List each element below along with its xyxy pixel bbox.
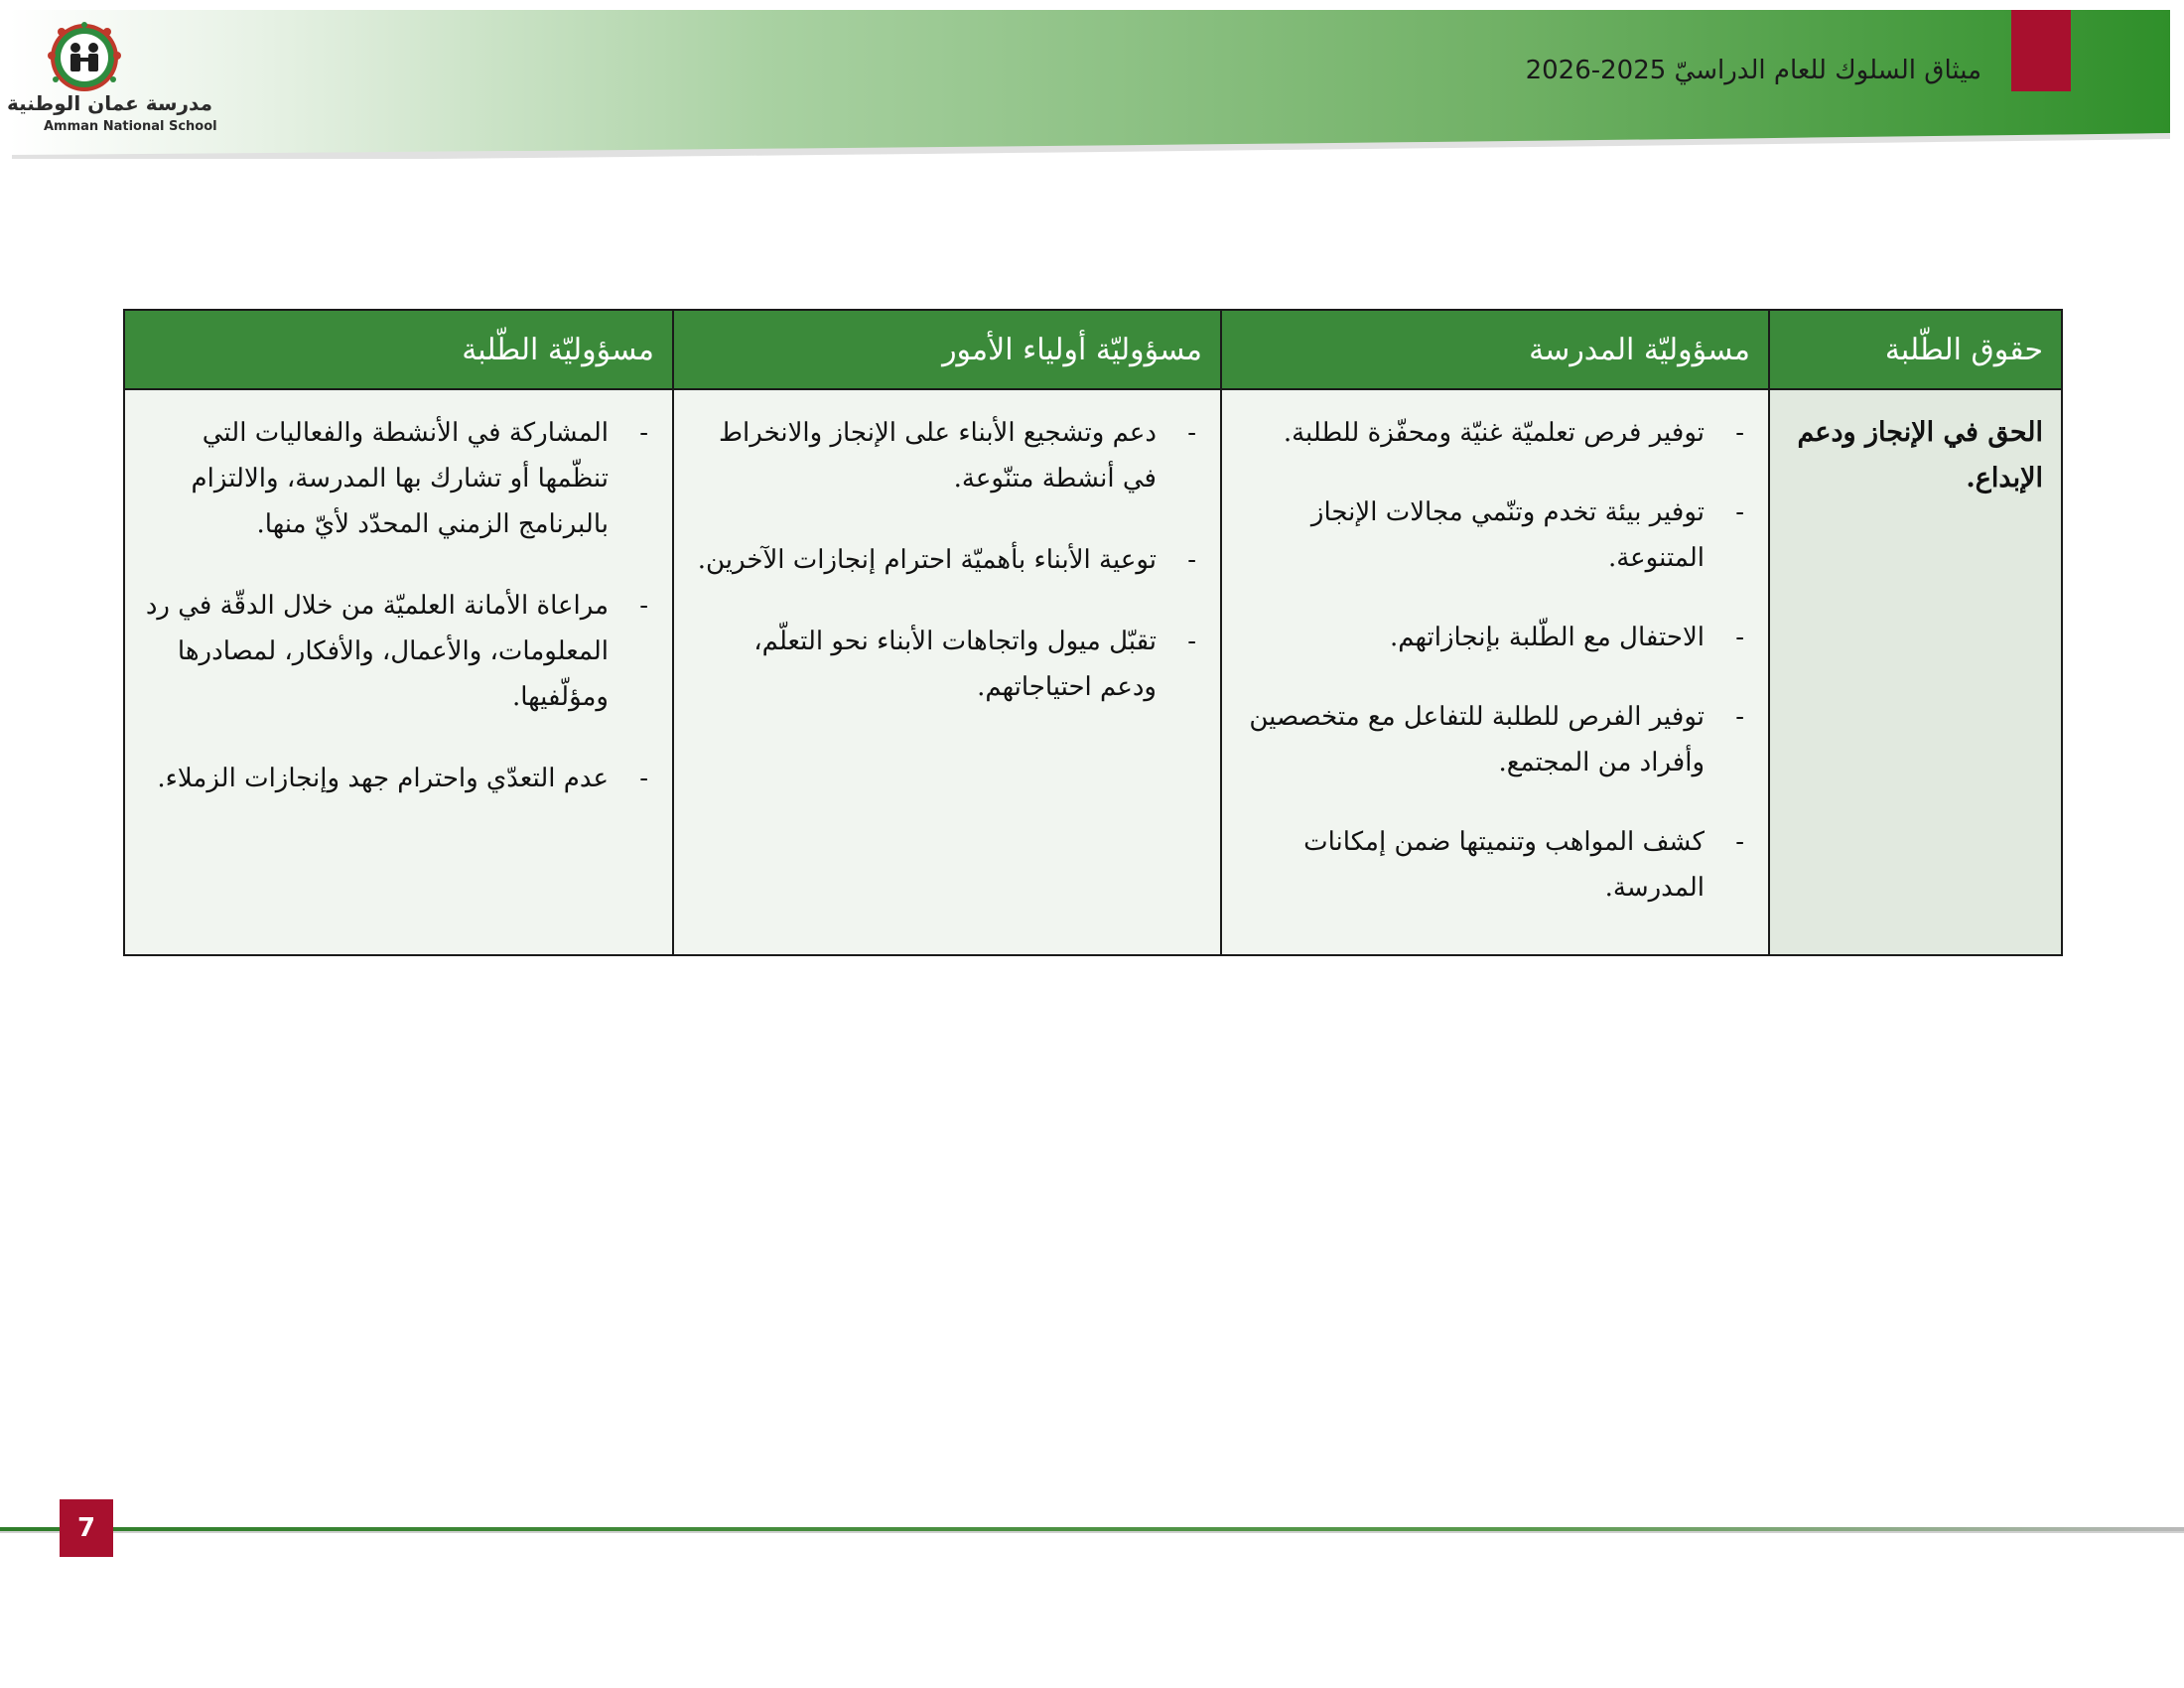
school-responsibility-cell [1221,389,1769,955]
footer-divider [0,1527,2184,1533]
school-emblem-icon [44,22,125,95]
header-student-rights: حقوق الطّلبة [1769,310,2062,389]
logo-name-arabic: مدرسة عمان الوطنية [6,91,212,115]
school-logo [6,22,217,141]
parents-responsibility-list [692,410,1202,710]
list-item: - عدم التعدّي واحترام جهد وإنجازات الزملاء. [143,756,654,801]
list-item: - دعم وتشجيع الأبناء على الإنجاز والانخراط في أنشطة متنّوعة. [692,410,1202,501]
header-parents-responsibility: مسؤوليّة أولياء الأمور [673,310,1221,389]
header-students-responsibility: مسؤوليّة الطّلبة [124,310,673,389]
students-responsibility-cell [124,389,673,955]
students-responsibility-list [143,410,654,801]
school-responsibility-list [1240,410,1750,911]
list-item: - توفير بيئة تخدم وتنّمي مجالات الإنجاز المتنوعة. [1240,490,1750,581]
table-header-row [124,310,2062,389]
list-item: - المشاركة في الأنشطة والفعاليات التي تنظّمها أو تشارك بها المدرسة، والالتزام بالبرنامج الزمني المحدّد لأيّ منها. [143,410,654,547]
list-item: - كشف المواهب وتنميتها ضمن إمكانات المدرسة. [1240,819,1750,911]
document-title: ميثاق السلوك للعام الدراسيّ 2025-2026 [1525,56,1981,85]
student-right-cell [1769,389,2062,955]
logo-name-english: Amman National School [44,119,217,134]
page-number: 7 [60,1499,113,1557]
conduct-charter-table [123,309,2063,956]
list-item: - تقبّل ميول واتجاهات الأبناء نحو التعلّم، ودعم احتياجاتهم. [692,619,1202,710]
list-item: - مراعاة الأمانة العلميّة من خلال الدقّة في رد المعلومات، والأعمال، والأفكار، لمصادرها ومؤلّفيها. [143,583,654,720]
list-item: - الاحتفال مع الطّلبة بإنجازاتهم. [1240,615,1750,660]
header-banner [6,10,2170,159]
table-row [124,389,2062,955]
student-right-text: الحق في الإنجاز ودعم الإبداع. [1797,417,2043,493]
banner-accent-square [2011,10,2071,91]
list-item: - توعية الأبناء بأهميّة احترام إنجازات الآخرين. [692,537,1202,583]
list-item: - توفير الفرص للطلبة للتفاعل مع متخصصين وأفراد من المجتمع. [1240,694,1750,785]
list-item: - توفير فرص تعلميّة غنيّة ومحفّزة للطلبة. [1240,410,1750,456]
header-school-responsibility: مسؤوليّة المدرسة [1221,310,1769,389]
parents-responsibility-cell [673,389,1221,955]
